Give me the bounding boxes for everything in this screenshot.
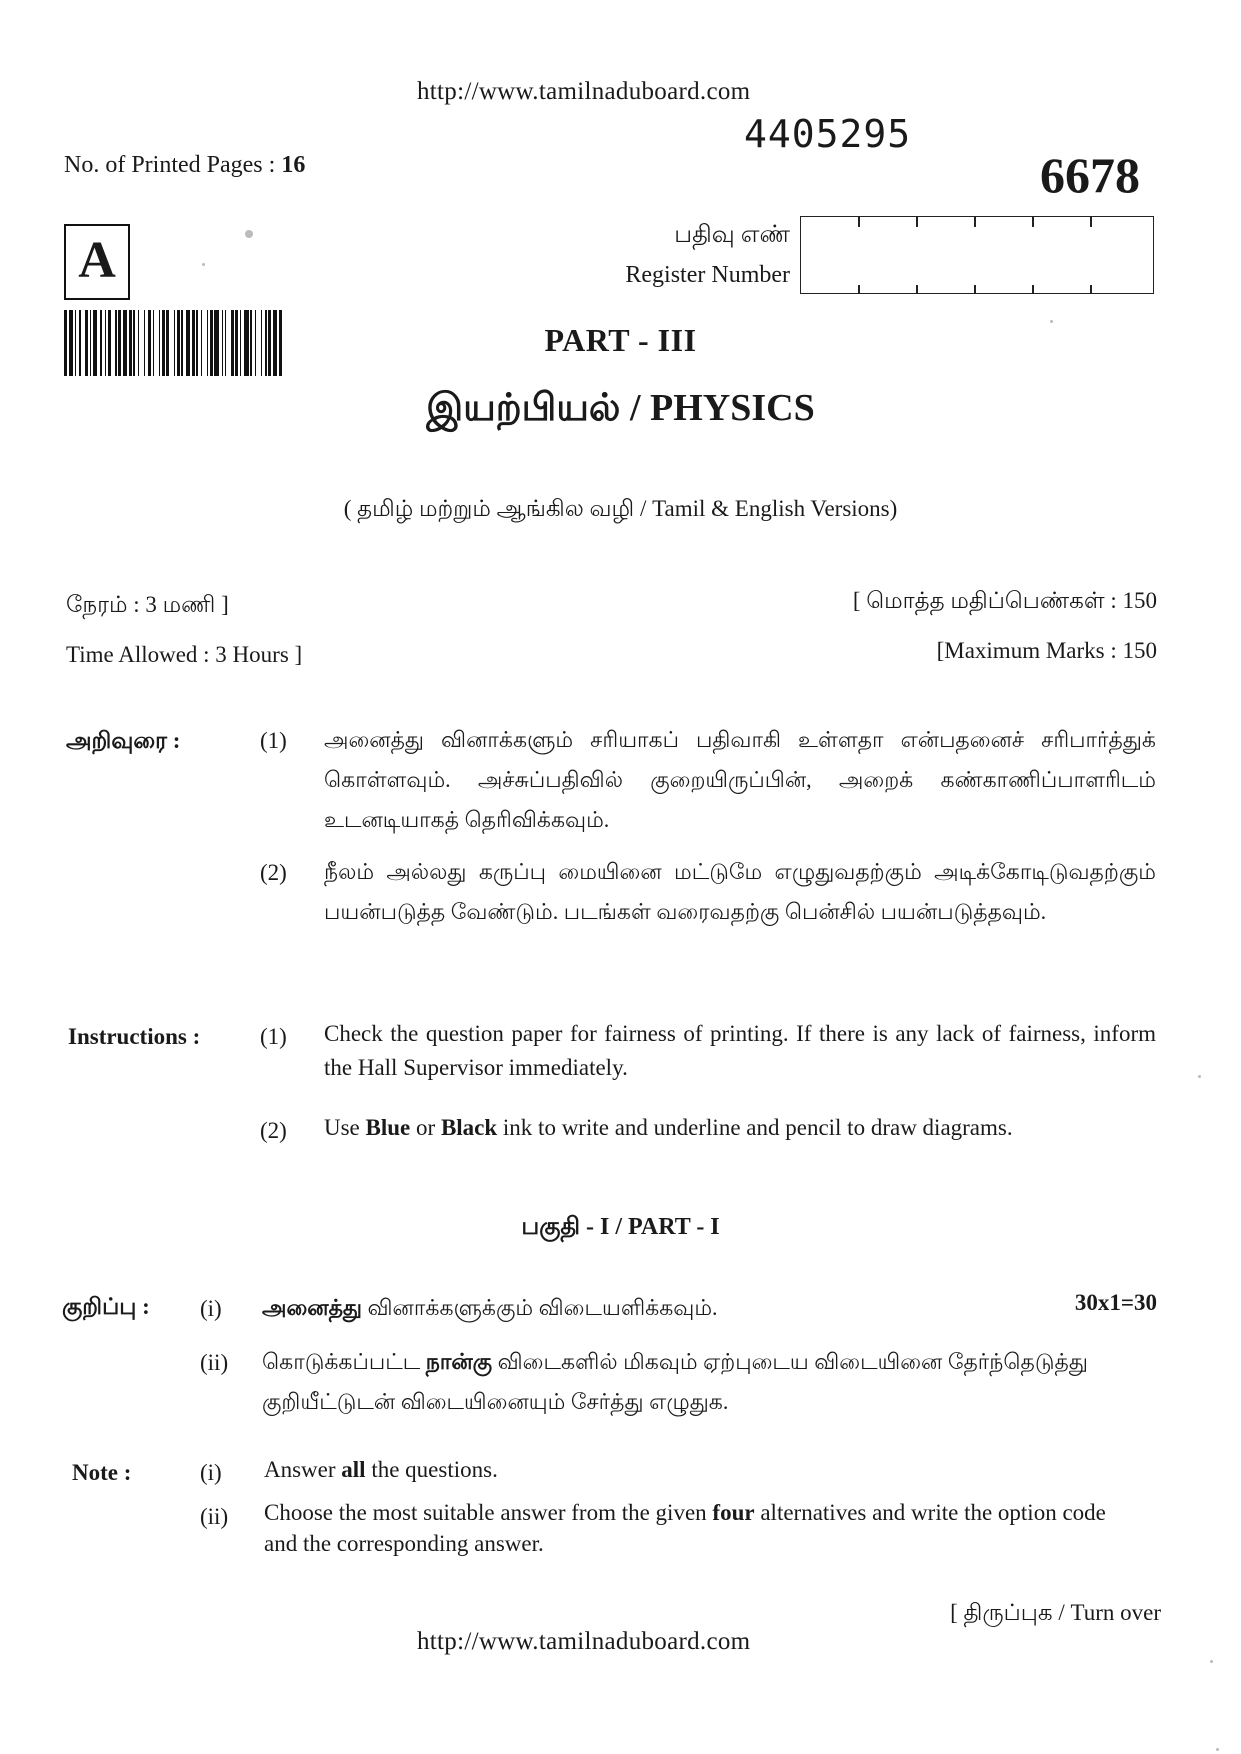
register-label-en: Register Number	[625, 262, 790, 288]
note-ta-1-num: (i)	[200, 1296, 222, 1321]
note-en-1: Answer all the questions.	[264, 1457, 498, 1482]
serial-number: 4405295	[744, 112, 912, 156]
section-heading: பகுதி - I / PART - I	[521, 1214, 720, 1240]
note-en-label: Note :	[72, 1460, 132, 1485]
instruction-en-1-num: (1)	[260, 1024, 287, 1049]
version-letter-box: A	[64, 224, 130, 300]
instruction-ta-2: நீலம் அல்லது கருப்பு மையினை மட்டுமே எழுதுவதற்கும் அடிக்கோடிடுவதற்கும் பயன்படுத்த வேண்டும். படங்கள் வரைவதற்கு பென்சில் பயன்படுத்தவும்.	[324, 859, 1156, 924]
time-ta: நேரம் : 3 மணி ]	[66, 592, 229, 617]
printed-pages-value: 16	[281, 152, 306, 178]
instruction-en-2-num: (2)	[260, 1118, 287, 1143]
top-url: http://www.tamilnaduboard.com	[417, 78, 751, 105]
subject-title: இயற்பியல் / PHYSICS	[426, 387, 815, 429]
instruction-ta-1-num: (1)	[260, 728, 287, 753]
note-en-1-num: (i)	[200, 1460, 222, 1485]
versions-line: ( தமிழ் மற்றும் ஆங்கில வழி / Tamil & English Versions)	[343, 496, 898, 521]
note-ta-label: குறிப்பு :	[62, 1294, 150, 1319]
instruction-en-1: Check the question paper for fairness of printing. If there is any lack of fairness, inform the Hall Supervisor immediately.	[324, 1021, 1156, 1080]
marks-en: [Maximum Marks : 150	[936, 638, 1157, 663]
instructions-ta-label: அறிவுரை :	[66, 728, 181, 753]
note-ta-2-num: (ii)	[200, 1350, 229, 1375]
register-number-box	[800, 216, 1154, 294]
turn-over: [ திருப்புக / Turn over	[950, 1600, 1161, 1625]
instruction-ta-2-num: (2)	[260, 860, 287, 885]
note-ta-2: கொடுக்கப்பட்ட நான்கு விடைகளில் மிகவும் ஏற்புடைய விடையினை தேர்ந்தெடுத்து குறியீட்டுடன் விடையினையும் சேர்த்து எழுதுக.	[262, 1349, 1088, 1414]
instructions-en-label: Instructions :	[68, 1024, 201, 1049]
note-en-2-num: (ii)	[200, 1504, 229, 1529]
note-en-2: Choose the most suitable answer from the given four alternatives and write the option code and the corresponding answer.	[264, 1500, 1106, 1556]
section-marks: 30x1=30	[1074, 1290, 1157, 1315]
printed-pages-label: No. of Printed Pages :	[64, 152, 282, 178]
note-ta-1: அனைத்து வினாக்களுக்கும் விடையளிக்கவும்.	[262, 1295, 718, 1320]
part-heading: PART - III	[544, 322, 697, 358]
instruction-ta-1: அனைத்து வினாக்களும் சரியாகப் பதிவாகி உள்ளதா என்பதனைச் சரிபார்த்துக் கொள்ளவும். அச்சுப்பதிவில் குறையிருப்பின், அறைக் கண்காணிப்பாளரிடம் உடனடியாகத் தெரிவிக்கவும்.	[324, 727, 1156, 832]
printed-pages	[64, 152, 305, 179]
paper-code: 6678	[1040, 147, 1140, 203]
bottom-url: http://www.tamilnaduboard.com	[417, 1628, 751, 1655]
instruction-en-2: Use Blue or Black ink to write and underline and pencil to draw diagrams.	[324, 1115, 1013, 1140]
marks-ta: [ மொத்த மதிப்பெண்கள் : 150	[852, 588, 1157, 613]
time-en: Time Allowed : 3 Hours ]	[66, 642, 303, 667]
register-label-ta: பதிவு எண்	[674, 222, 790, 248]
